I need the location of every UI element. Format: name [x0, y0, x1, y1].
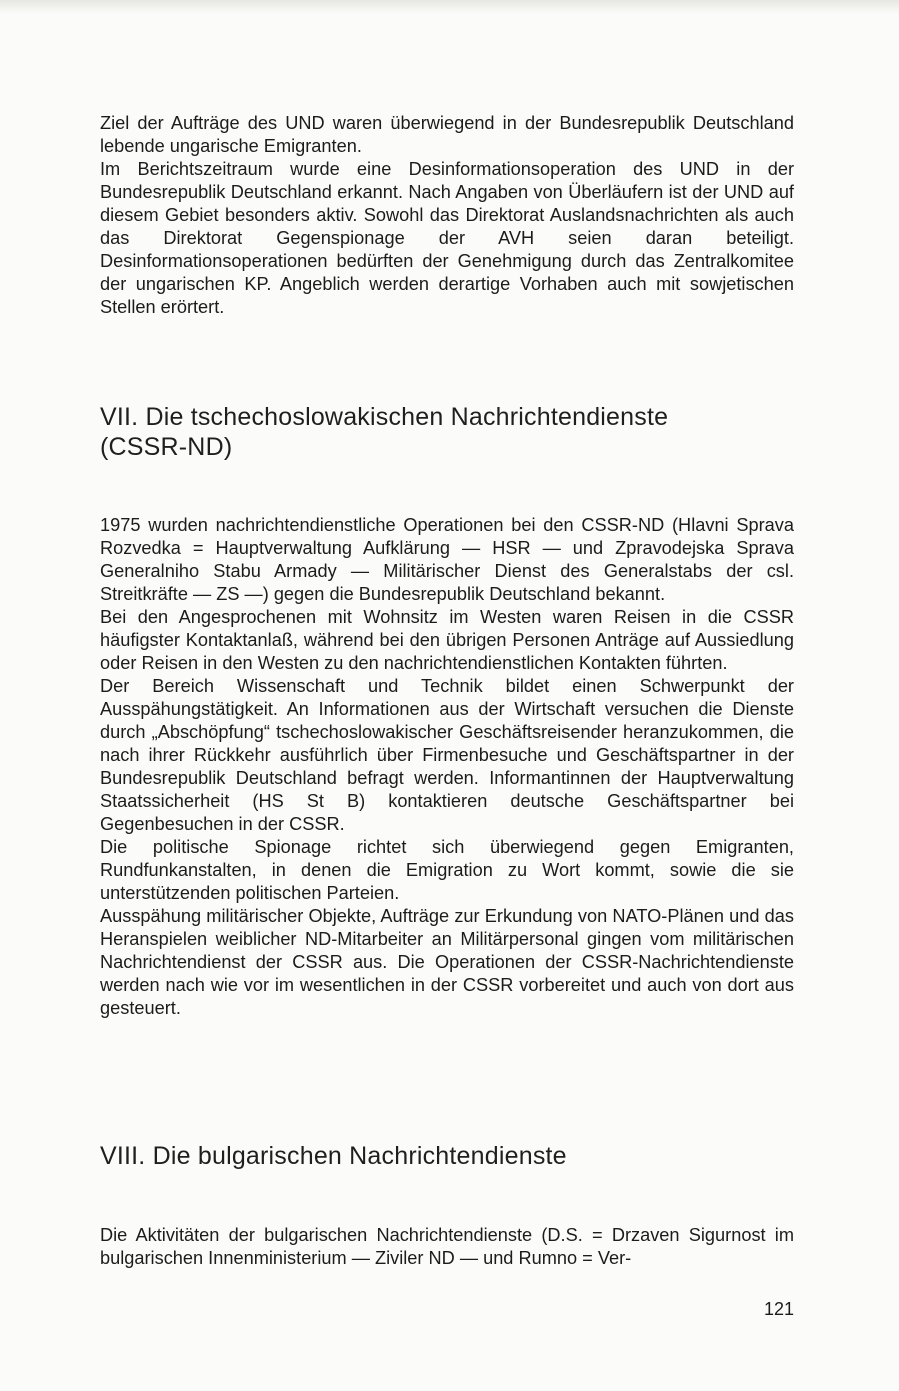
document-page — [100, 0, 794, 1391]
paragraph: Ziel der Aufträge des UND waren überwiegend in der Bundesrepublik Deutschland lebende ungarische Emigranten. — [100, 113, 794, 156]
page-number: 121 — [763, 1299, 794, 1319]
section-vii-text — [100, 514, 794, 1020]
section-und-text — [100, 112, 794, 319]
paragraph: Bei den Angesprochenen mit Wohnsitz im Westen waren Reisen in die CSSR häufigster Kontaktanlaß, während bei den übrigen Personen Anträge auf Aussiedlung oder Reisen in den Westen zu den nachrichtendienstlichen Kontakten führten. — [100, 607, 794, 673]
paragraph: Im Berichtszeitraum wurde eine Desinformationsoperation des UND in der Bundesrepublik Deutschland erkannt. Nach Angaben von Überläufern ist der UND auf diesem Gebiet besonders aktiv. Sowohl das Direktorat Auslandsnachrichten als auch das Direktorat Gegenspionage der AVH seien daran beteiligt. Desinformationsoperationen bedürften der Genehmigung durch das Zentralkomitee der ungarischen KP. Angeblich werden derartige Vorhaben auch mit sowjetischen Stellen erörtert. — [100, 159, 794, 317]
section-vii-heading-line1: VII. Die tschechoslowakischen Nachrichtendienste — [100, 403, 669, 431]
paragraph: Die Aktivitäten der bulgarischen Nachrichtendienste (D.S. = Drzaven Sigurnost im bulgarischen Innenministerium — Ziviler ND — und Rumno = Ver- — [100, 1225, 794, 1268]
paragraph: Die politische Spionage richtet sich überwiegend gegen Emigranten, Rundfunkanstalten, in denen die Emigration zu Wort kommt, sowie die sie unterstützenden politischen Parteien. — [100, 837, 794, 903]
paragraph: 1975 wurden nachrichtendienstliche Operationen bei den CSSR-ND (Hlavni Sprava Rozvedka = Hauptverwaltung Aufklärung — HSR — und Zpravodejska Sprava Generalniho Stabu Armady — Militärischer Dienst des Generalstabs der csl. Streitkräfte — ZS —) gegen die Bundesrepublik Deutschland bekannt. — [100, 515, 794, 604]
paragraph: Der Bereich Wissenschaft und Technik bildet einen Schwerpunkt der Ausspähungstätigkeit. An Informationen aus der Wirtschaft versuchen die Dienste durch „Abschöpfung“ tschechoslowakischer Geschäftsreisender heranzukommen, die nach ihrer Rückkehr ausführlich über Firmenbesuche und Geschäftspartner in der Bundesrepublik Deutschland befragt werden. Informantinnen der Hauptverwaltung Staatssicherheit (HS St B) kontaktieren deutsche Geschäftspartner bei Gegenbesuchen in der CSSR. — [100, 676, 794, 834]
section-viii-text — [100, 1224, 794, 1270]
paragraph: Ausspähung militärischer Objekte, Aufträge zur Erkundung von NATO-Plänen und das Heranspielen weiblicher ND-Mitarbeiter an Militärpersonal gingen vom militärischen Nachrichtendienst der CSSR aus. Die Operationen der CSSR-Nachrichtendienste werden nach wie vor im wesentlichen in der CSSR vorbereitet und auch von dort aus gesteuert. — [100, 906, 794, 1018]
section-vii-heading-line2: (CSSR-ND) — [100, 433, 233, 461]
section-viii-heading: VIII. Die bulgarischen Nachrichtendienste — [100, 1142, 567, 1170]
